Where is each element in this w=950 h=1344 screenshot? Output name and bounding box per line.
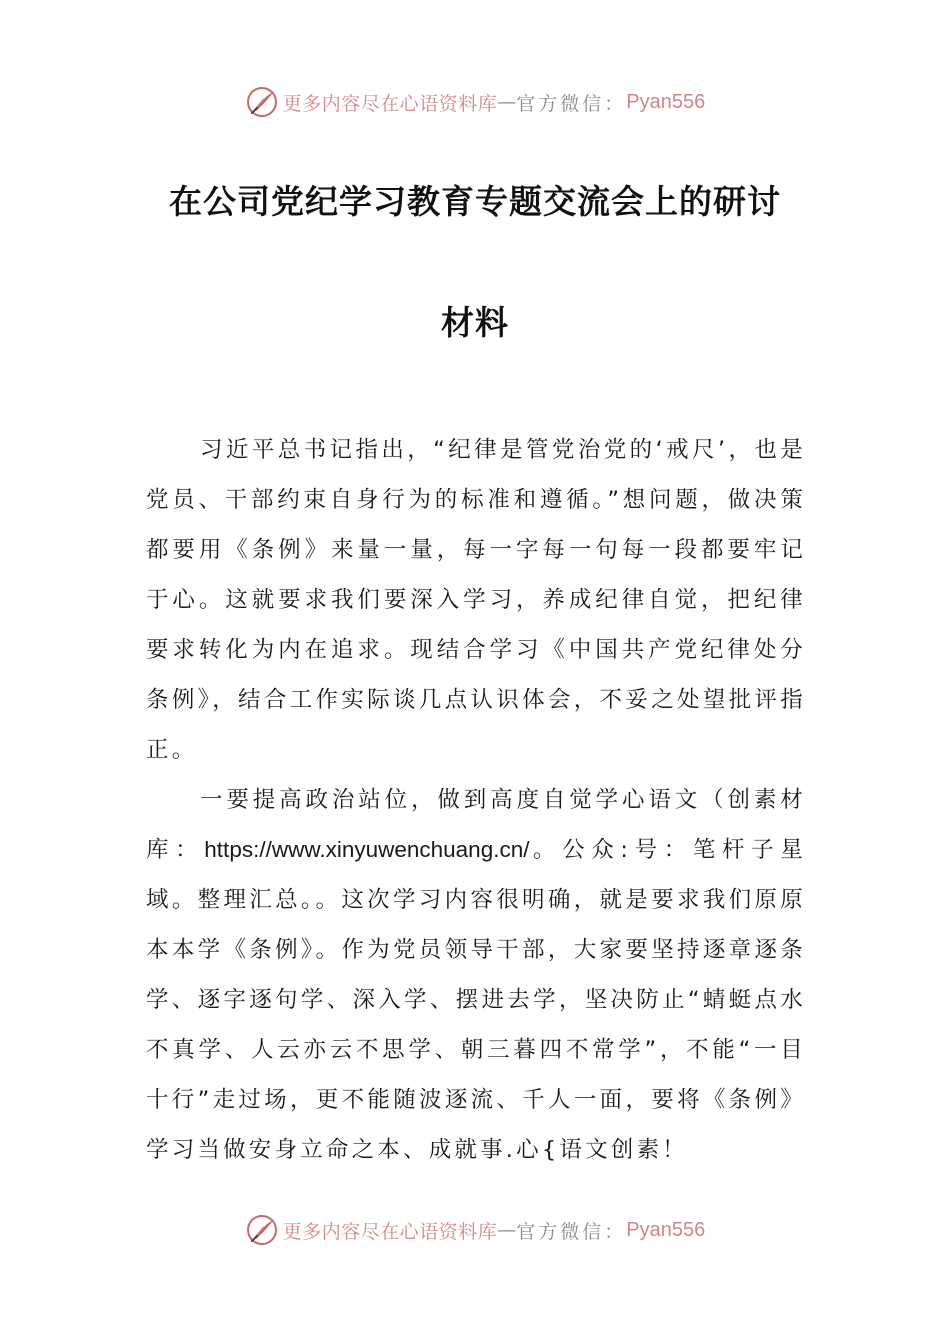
watermark-text: 更多内容尽在心语资料库 [282,1220,498,1243]
paragraph-2 [146,775,806,1175]
watermark-separator: — [497,91,517,113]
paragraph-1: 习近平总书记指出，“纪律是管党治党的‘戒尺’，也是党员、干部约束自身行为的标准和遵循。”想问题，做决策都要用《条例》来量一量，每一字每一句每一段都要牢记于心。这就要求我们要深入学习，养成纪律自觉，把纪律要求转化为内在追求。现结合学习《中国共产党纪律处分条例》，结合工作实际谈几点认识体会，不妥之处望批评指正。 [146,437,806,763]
document-title-line-1: 在公司党纪学习教育专题交流会上的研讨 [169,182,781,221]
watermark-banner-bottom [0,1210,950,1250]
document-body [146,425,806,1175]
website-url-link[interactable]: https://www.xinyuwenchuang.cn/ [204,837,530,862]
quill-pen-logo-icon [245,85,279,119]
paragraph-2-part-a: 一要提高政治站位，做到高度自觉学心语文（创素材库： [146,787,806,863]
watermark-separator: — [497,1219,517,1241]
watermark-wechat-label: 官方微信： [516,92,627,115]
paragraph-2-part-b: 。公众:号：笔杆子星域。整理汇总。。这次学习内容很明确，就是要求我们原原本本学《条例》。作为党员领导干部，大家要坚持逐章逐条学、逐字逐句学、深入学、摆进去学，坚决防止“蜻蜓点水不真学、人云亦云不思学、朝三暮四不常学”，不能“一目十行”走过场，更不能随波逐流、千人一面，要将《条例》学习当做安身立命之本、成就事.心{语文创素！ [146,837,806,1163]
watermark-wechat-id: Pyan556 [626,90,706,113]
document-title-line-2: 材料 [441,303,509,342]
watermark-wechat-label: 官方微信： [516,1220,627,1243]
quill-pen-logo-icon [245,1213,279,1247]
watermark-banner-top [0,82,950,122]
watermark-wechat-id: Pyan556 [626,1218,706,1241]
watermark-text: 更多内容尽在心语资料库 [282,92,498,115]
